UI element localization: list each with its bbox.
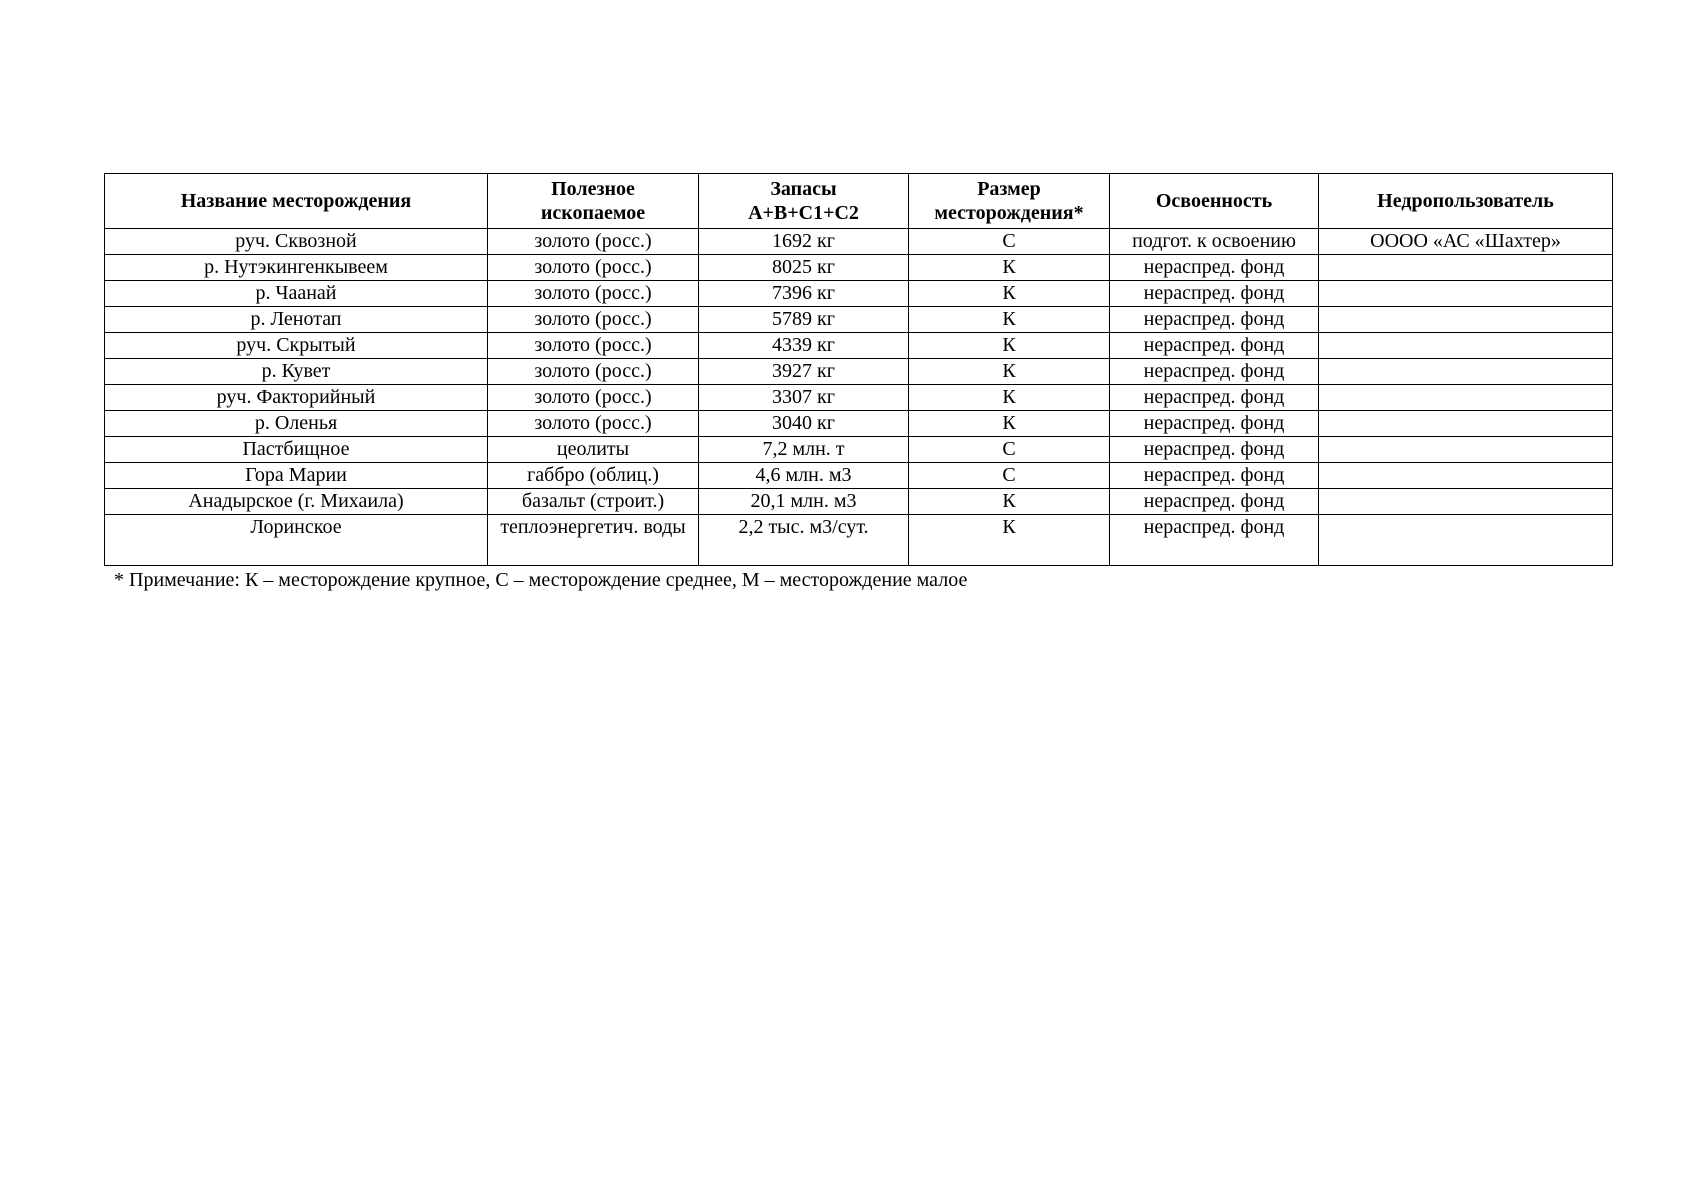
cell-mineral: золото (росс.) [488,385,699,411]
table-row [105,255,1613,281]
cell-mineral: базальт (строит.) [488,489,699,515]
cell-subsoil-user [1319,385,1613,411]
cell-development: нераспред. фонд [1110,307,1319,333]
cell-size: К [909,281,1110,307]
header-size-line2: месторождения* [934,202,1084,224]
cell-reserves: 5789 кг [699,307,909,333]
header-mineral [488,174,699,229]
document-page [104,173,1612,592]
cell-mineral: золото (росс.) [488,359,699,385]
table-row [105,307,1613,333]
cell-reserves: 1692 кг [699,229,909,255]
cell-size: К [909,385,1110,411]
table-row [105,229,1613,255]
cell-reserves: 2,2 тыс. м3/сут. [699,515,909,566]
cell-deposit-name: р. Нутэкингенкывеем [105,255,488,281]
header-subsoil-user-text: Недропользователь [1377,190,1554,212]
cell-size: С [909,437,1110,463]
cell-subsoil-user [1319,255,1613,281]
cell-size: К [909,515,1110,566]
cell-development: нераспред. фонд [1110,255,1319,281]
cell-development: нераспред. фонд [1110,333,1319,359]
cell-development: нераспред. фонд [1110,463,1319,489]
cell-reserves: 3040 кг [699,411,909,437]
header-size [909,174,1110,229]
header-reserves-line1: Запасы [770,178,837,200]
cell-size: С [909,229,1110,255]
cell-subsoil-user: ОООО «АС «Шахтер» [1319,229,1613,255]
cell-subsoil-user [1319,463,1613,489]
cell-mineral: золото (росс.) [488,255,699,281]
cell-deposit-name: Анадырское (г. Михаила) [105,489,488,515]
cell-development: нераспред. фонд [1110,385,1319,411]
table-row [105,385,1613,411]
header-mineral-line2: ископаемое [540,202,646,224]
table-row [105,359,1613,385]
cell-reserves: 4,6 млн. м3 [699,463,909,489]
deposits-table [104,173,1613,566]
cell-development: нераспред. фонд [1110,411,1319,437]
cell-mineral: золото (росс.) [488,281,699,307]
header-deposit-name [105,174,488,229]
cell-mineral: габбро (облиц.) [488,463,699,489]
table-row [105,463,1613,489]
cell-deposit-name: Лоринское [105,515,488,566]
cell-reserves: 8025 кг [699,255,909,281]
cell-deposit-name: р. Ленотап [105,307,488,333]
cell-subsoil-user [1319,411,1613,437]
cell-size: К [909,489,1110,515]
table-row [105,411,1613,437]
cell-size: К [909,255,1110,281]
table-footnote: * Примечание: К – месторождение крупное, С – месторождение среднее, М – месторождение малое [114,569,968,591]
header-row [105,174,1613,229]
table-body [105,229,1613,566]
cell-mineral: золото (росс.) [488,229,699,255]
cell-mineral: золото (росс.) [488,333,699,359]
cell-development: подгот. к освоению [1110,229,1319,255]
cell-development: нераспред. фонд [1110,281,1319,307]
cell-subsoil-user [1319,489,1613,515]
cell-development: нераспред. фонд [1110,515,1319,566]
cell-deposit-name: р. Чаанай [105,281,488,307]
cell-deposit-name: Гора Марии [105,463,488,489]
table-row [105,281,1613,307]
cell-mineral: цеолиты [488,437,699,463]
cell-reserves: 3927 кг [699,359,909,385]
cell-deposit-name: руч. Скрытый [105,333,488,359]
cell-deposit-name: р. Оленья [105,411,488,437]
cell-subsoil-user [1319,515,1613,566]
cell-mineral: золото (росс.) [488,307,699,333]
cell-development: нераспред. фонд [1110,359,1319,385]
cell-reserves: 20,1 млн. м3 [699,489,909,515]
cell-size: К [909,411,1110,437]
header-deposit-name-text: Название месторождения [180,190,412,212]
cell-subsoil-user [1319,333,1613,359]
table-row [105,489,1613,515]
header-reserves-line2: А+В+С1+С2 [748,202,859,224]
header-reserves [699,174,909,229]
cell-subsoil-user [1319,307,1613,333]
table-row [105,333,1613,359]
cell-reserves: 7396 кг [699,281,909,307]
cell-mineral: золото (росс.) [488,411,699,437]
header-development [1110,174,1319,229]
cell-development: нераспред. фонд [1110,489,1319,515]
cell-reserves: 4339 кг [699,333,909,359]
table-header [105,174,1613,229]
header-size-line1: Размер [977,178,1041,200]
cell-reserves: 7,2 млн. т [699,437,909,463]
cell-size: К [909,359,1110,385]
cell-size: К [909,307,1110,333]
cell-size: К [909,333,1110,359]
cell-mineral: теплоэнергетич. воды [488,515,699,566]
cell-size: С [909,463,1110,489]
cell-deposit-name: Пастбищное [105,437,488,463]
header-subsoil-user [1319,174,1613,229]
cell-subsoil-user [1319,359,1613,385]
header-mineral-line1: Полезное [551,178,635,200]
cell-reserves: 3307 кг [699,385,909,411]
cell-subsoil-user [1319,437,1613,463]
table-row [105,515,1613,566]
header-development-text: Освоенность [1155,190,1273,212]
cell-deposit-name: руч. Факторийный [105,385,488,411]
cell-deposit-name: руч. Сквозной [105,229,488,255]
cell-deposit-name: р. Кувет [105,359,488,385]
cell-subsoil-user [1319,281,1613,307]
cell-development: нераспред. фонд [1110,437,1319,463]
table-row [105,437,1613,463]
